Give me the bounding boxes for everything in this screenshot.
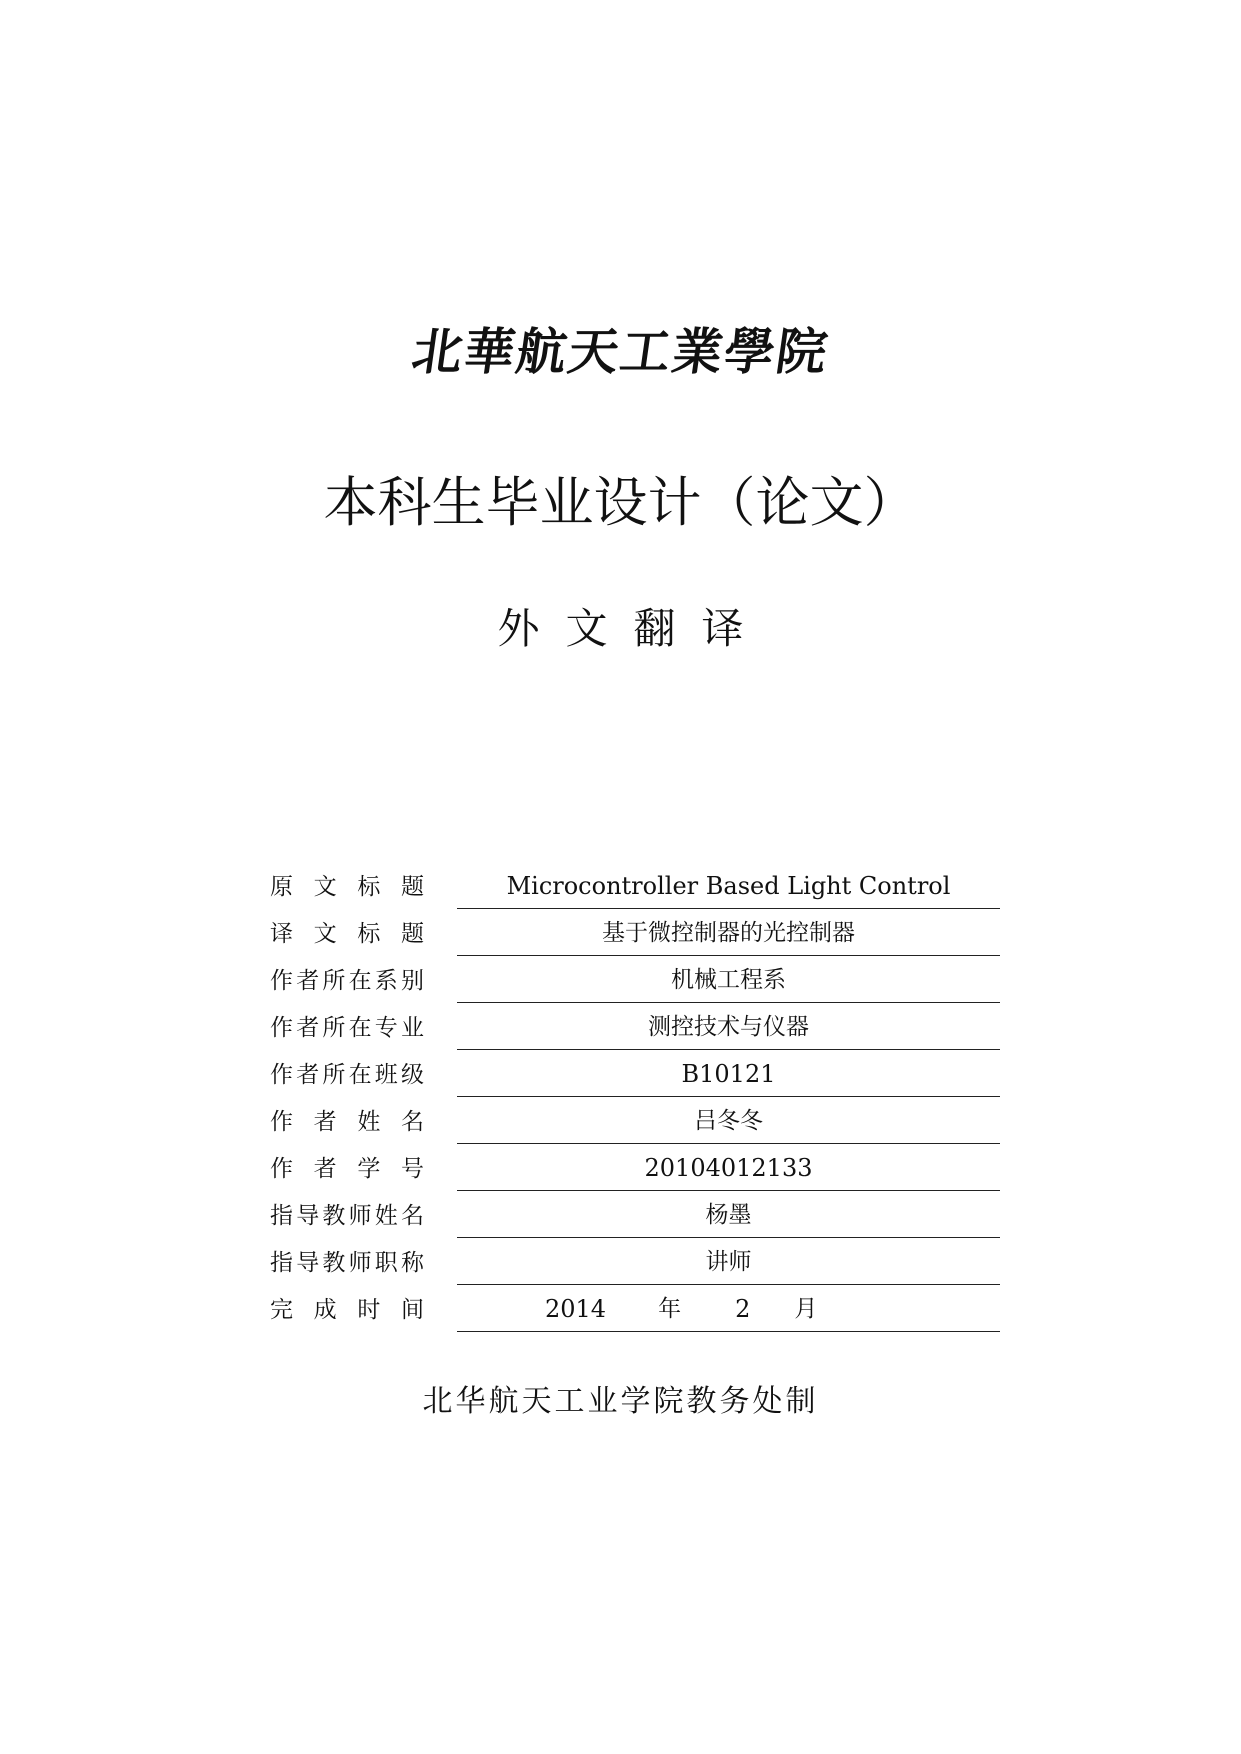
row-value: B10121 <box>457 1060 1000 1097</box>
row-value: 杨墨 <box>457 1201 1000 1238</box>
row-value: 机械工程系 <box>457 966 1000 1003</box>
row-label: 译 文 标 题 <box>270 921 424 947</box>
row-value: 测控技术与仪器 <box>457 1013 1000 1050</box>
completion-year: 2014 <box>545 1295 607 1323</box>
row-value: Microcontroller Based Light Control <box>457 872 1000 909</box>
row-label: 作者所在班级 <box>270 1062 424 1088</box>
row-label: 原 文 标 题 <box>270 874 424 900</box>
row-label: 完 成 时 间 <box>270 1297 424 1323</box>
info-row-advisor-name <box>270 1191 1000 1238</box>
info-row-completion-date <box>270 1285 1000 1332</box>
info-row-advisor-title <box>270 1238 1000 1285</box>
completion-month: 2 <box>735 1295 751 1323</box>
row-label: 作 者 姓 名 <box>270 1109 424 1135</box>
row-value: 吕冬冬 <box>457 1107 1000 1144</box>
row-value: 基于微控制器的光控制器 <box>457 919 1000 956</box>
info-row-author-name <box>270 1097 1000 1144</box>
page-subtitle: 外文翻译 <box>497 604 770 653</box>
info-row-translated-title <box>270 909 1000 956</box>
row-label: 作 者 学 号 <box>270 1156 424 1182</box>
row-label: 作者所在专业 <box>270 1015 424 1041</box>
completion-month-unit: 月 <box>794 1296 818 1322</box>
completion-year-unit: 年 <box>658 1296 682 1322</box>
row-value <box>457 1295 1000 1332</box>
page-title: 本科生毕业设计（论文） <box>323 471 918 534</box>
university-logo: 北華航天工業學院 <box>408 322 833 381</box>
info-row-class <box>270 1050 1000 1097</box>
issuer-footer: 北华航天工业学院教务处制 <box>422 1384 819 1419</box>
row-label: 指导教师姓名 <box>270 1203 424 1229</box>
info-table <box>270 862 1000 1332</box>
row-value: 20104012133 <box>457 1154 1000 1191</box>
info-row-student-id <box>270 1144 1000 1191</box>
row-label: 指导教师职称 <box>270 1250 424 1276</box>
row-label: 作者所在系别 <box>270 968 424 994</box>
info-row-original-title <box>270 862 1000 909</box>
row-value: 讲师 <box>457 1248 1000 1285</box>
info-row-department <box>270 956 1000 1003</box>
info-row-major <box>270 1003 1000 1050</box>
